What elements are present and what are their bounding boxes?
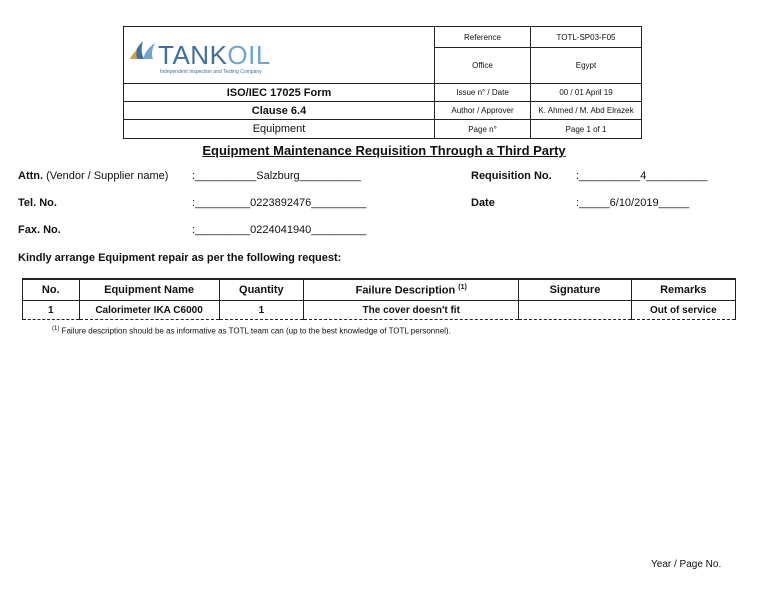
requisition-label: Requisition No. [471,170,552,182]
logo-cell [124,27,435,84]
request-line: Kindly arrange Equipment repair as per the following request: [18,252,342,264]
cell-no: 1 [23,301,80,320]
office-value: Egypt [531,48,642,84]
brand-oil: OIL [227,39,271,70]
col-signature: Signature [519,279,631,301]
date-value: :_____6/10/2019_____ [576,197,690,209]
tankoil-logo [124,28,434,83]
reference-label: Reference [435,27,531,48]
issue-label: Issue n° / Date [435,84,531,102]
document-header [123,26,642,139]
requisition-value: :__________4__________ [576,170,708,182]
tel-value: :_________0223892476_________ [192,197,367,209]
brand-tank: TANK [158,39,228,70]
cell-remarks: Out of service [631,301,735,320]
attn-label: Attn. (Vendor / Supplier name) [18,170,169,182]
reference-value: TOTL-SP03-F05 [531,27,642,48]
table-row [23,301,736,320]
clause: Clause 6.4 [124,102,435,120]
equipment-table [22,278,736,320]
col-failure-description: Failure Description $^{(1)}$ [304,279,519,301]
form-title: ISO/IEC 17025 Form [124,84,435,102]
col-no: No. [23,279,80,301]
page-label: Page n° [435,120,531,139]
footnote: $^{(1)}$ Failure description should be as informative as TOTL team can (up to the best knowledge of TOTL personnel). [52,326,451,336]
logo-tagline: Independent Inspection and Testing Company [160,68,262,75]
col-equipment-name: Equipment Name [79,279,219,301]
cell-signature [519,301,631,320]
date-label: Date [471,197,495,209]
author-value: K. Ahmed / M. Abd Elrazek [531,102,642,120]
author-label: Author / Approver [435,102,531,120]
page-value: Page 1 of 1 [531,120,642,139]
section-name: Equipment [124,120,435,139]
office-label: Office [435,48,531,84]
cell-failure-description: The cover doesn't fit [304,301,519,320]
issue-value: 00 / 01 April 19 [531,84,642,102]
col-remarks: Remarks [631,279,735,301]
footer-year-page: Year / Page No. [651,559,722,570]
cell-quantity: 1 [219,301,304,320]
cell-equipment-name: Calorimeter IKA C6000 [79,301,219,320]
attn-value: :__________Salzburg__________ [192,170,361,182]
flame-icon [129,37,159,63]
fax-value: :_________0224041940_________ [192,224,367,236]
col-quantity: Quantity [219,279,304,301]
document-title: Equipment Maintenance Requisition Through a Third Party [202,143,566,158]
fax-label: Fax. No. [18,224,61,236]
tel-label: Tel. No. [18,197,57,209]
footnote-mark: (1) [458,283,467,291]
